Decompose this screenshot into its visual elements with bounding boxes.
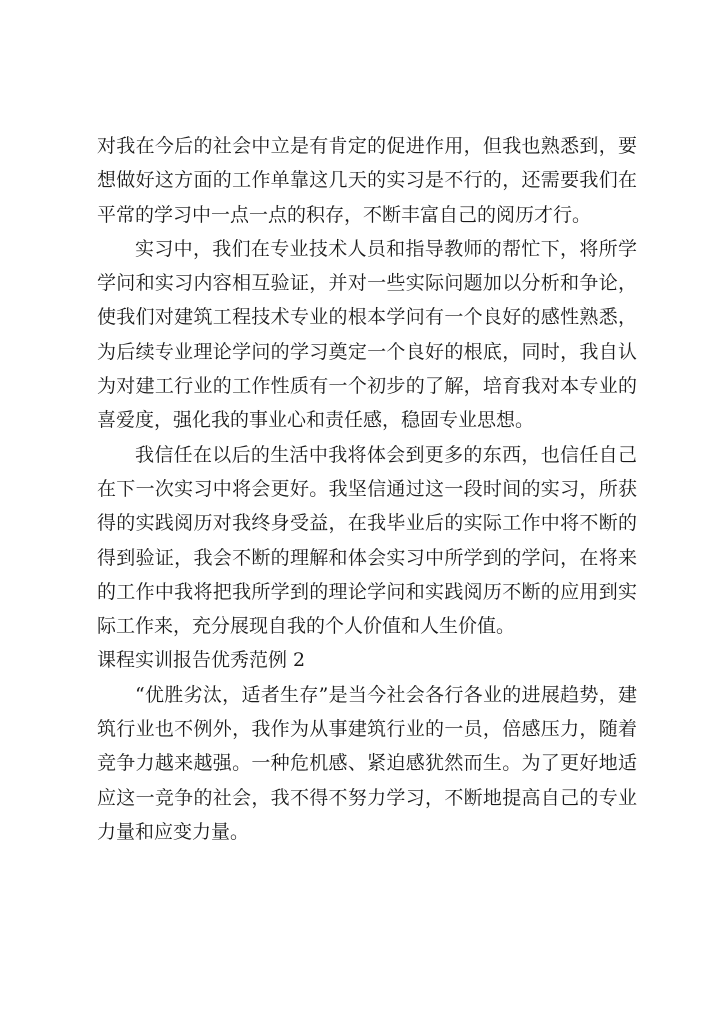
paragraph-continuation: 对我在今后的社会中立是有肯定的促进作用，但我也熟悉到，要想做好这方面的工作单靠这几天的实习是不行的，还需要我们在平常的学习中一点一点的积存，不断丰富自己的阅历才行。 xyxy=(97,135,637,226)
paragraph-survival-of-fittest: “优胜劣汰，适者生存”是当今社会各行各业的进展趋势，建筑行业也不例外，我作为从事建筑行业的一员，倍感压力，随着竞争力越来越强。一种危机感、紧迫感犹然而生。为了更好地适应这一竞争的社会，我不得不努力学习，不断地提高自己的专业力量和应变力量。 xyxy=(97,683,637,843)
paragraph-internship-learning: 实习中，我们在专业技术人员和指导教师的帮忙下，将所学学问和实习内容相互验证，并对一些实际问题加以分析和争论，使我们对建筑工程技术专业的根本学问有一个良好的感性熟悉，为后续专业理论学问的学习奠定一个良好的根底，同时，我自认为对建工行业的工作性质有一个初步的了解，培育我对本专业的喜爱度，强化我的事业心和责任感，稳固专业思想。 xyxy=(97,237,637,432)
document-body xyxy=(97,129,637,849)
section-heading: 课程实训报告优秀范例 2 xyxy=(97,649,306,672)
paragraph-future-belief: 我信任在以后的生活中我将体会到更多的东西，也信任自己在下一次实习中将会更好。我坚信通过这一段时间的实习，所获得的实践阅历对我终身受益，在我毕业后的实际工作中将不断的得到验证，我会不断的理解和体会实习中所学到的学问，在将来的工作中我将把我所学到的理论学问和实践阅历不断的应用到实际工作来，充分展现自我的个人价值和人生价值。 xyxy=(97,443,637,638)
